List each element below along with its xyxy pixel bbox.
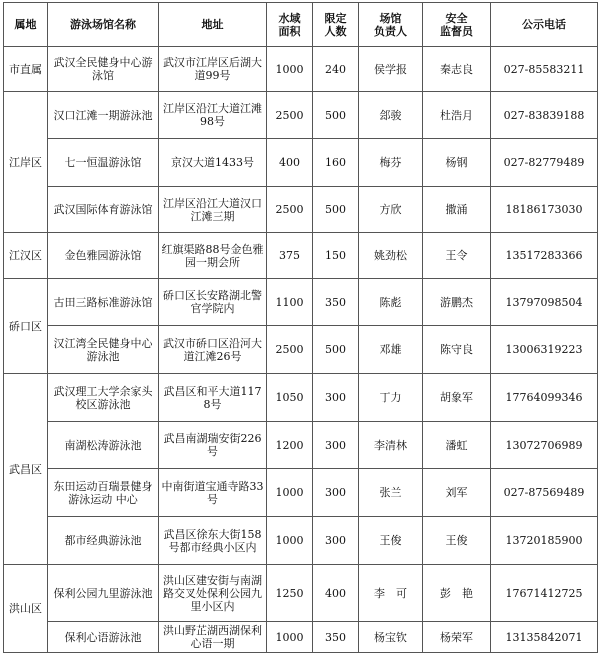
capacity-cell: 500 [313, 187, 359, 233]
district-cell: 武昌区 [4, 374, 48, 565]
table-row [4, 233, 598, 279]
header-water-area-line2: 面积 [278, 24, 301, 38]
water-area-cell: 2500 [267, 326, 313, 374]
venue-name-cell: 保利心语游泳池 [48, 622, 159, 653]
header-capacity-limit-line1: 限定 [324, 11, 347, 25]
table-row [4, 622, 598, 653]
water-area-cell: 400 [267, 139, 313, 187]
phone-cell: 18186173030 [491, 187, 598, 233]
phone-cell: 17764099346 [491, 374, 598, 422]
water-area-cell: 1100 [267, 279, 313, 326]
capacity-cell: 400 [313, 565, 359, 622]
water-area-cell: 1000 [267, 469, 313, 517]
capacity-cell: 300 [313, 374, 359, 422]
swimming-venue-table [3, 2, 598, 653]
water-area-cell: 1250 [267, 565, 313, 622]
header-safety-supervisor [423, 3, 491, 47]
manager-cell: 郐骏 [359, 92, 423, 139]
capacity-cell: 300 [313, 422, 359, 469]
header-address: 地址 [159, 3, 267, 47]
manager-cell: 丁力 [359, 374, 423, 422]
address-cell: 中南街道宝通寺路33号 [159, 469, 267, 517]
phone-cell: 13006319223 [491, 326, 598, 374]
table-row [4, 187, 598, 233]
phone-cell: 13135842071 [491, 622, 598, 653]
water-area-cell: 2500 [267, 187, 313, 233]
supervisor-cell: 彭 艳 [423, 565, 491, 622]
manager-cell: 陈彪 [359, 279, 423, 326]
venue-name-cell: 保利公园九里游泳池 [48, 565, 159, 622]
venue-name-cell: 金色雅园游泳馆 [48, 233, 159, 279]
capacity-cell: 300 [313, 517, 359, 565]
capacity-cell: 160 [313, 139, 359, 187]
venue-name-cell: 武汉全民健身中心游泳馆 [48, 47, 159, 92]
manager-cell: 方欣 [359, 187, 423, 233]
venue-name-cell: 汉江湾全民健身中心游泳池 [48, 326, 159, 374]
venue-name-cell: 都市经典游泳池 [48, 517, 159, 565]
venue-name-cell: 南湖松涛游泳池 [48, 422, 159, 469]
capacity-cell: 150 [313, 233, 359, 279]
table-row [4, 517, 598, 565]
capacity-cell: 350 [313, 622, 359, 653]
address-cell: 武昌南湖瑞安街226号 [159, 422, 267, 469]
supervisor-cell: 撒涌 [423, 187, 491, 233]
address-cell: 江岸区沿江大道江滩98号 [159, 92, 267, 139]
venue-name-cell: 武汉国际体育游泳馆 [48, 187, 159, 233]
water-area-cell: 1200 [267, 422, 313, 469]
phone-cell: 027-83839188 [491, 92, 598, 139]
header-venue-manager-line2: 负责人 [374, 24, 407, 38]
phone-cell: 13072706989 [491, 422, 598, 469]
district-cell: 江岸区 [4, 92, 48, 233]
supervisor-cell: 杨钢 [423, 139, 491, 187]
phone-cell: 027-85583211 [491, 47, 598, 92]
address-cell: 洪山野芷湖西湖保利心语一期 [159, 622, 267, 653]
supervisor-cell: 王俊 [423, 517, 491, 565]
table-row [4, 565, 598, 622]
supervisor-cell: 潘虹 [423, 422, 491, 469]
capacity-cell: 350 [313, 279, 359, 326]
capacity-cell: 300 [313, 469, 359, 517]
header-public-phone: 公示电话 [491, 3, 598, 47]
district-cell: 硚口区 [4, 279, 48, 374]
water-area-cell: 1000 [267, 622, 313, 653]
district-cell: 市直属 [4, 47, 48, 92]
phone-cell: 13797098504 [491, 279, 598, 326]
header-venue-manager-line1: 场馆 [379, 11, 402, 25]
table-row [4, 374, 598, 422]
header-water-area [267, 3, 313, 47]
supervisor-cell: 刘军 [423, 469, 491, 517]
table-row [4, 139, 598, 187]
address-cell: 洪山区建安街与南湖路交叉处保利公园九里小区内 [159, 565, 267, 622]
water-area-cell: 375 [267, 233, 313, 279]
header-row [4, 3, 598, 47]
supervisor-cell: 胡象军 [423, 374, 491, 422]
manager-cell: 王俊 [359, 517, 423, 565]
header-capacity-limit-line2: 人数 [324, 24, 347, 38]
manager-cell: 姚劲松 [359, 233, 423, 279]
venue-name-cell: 东田运动百瑞景健身游泳运动 中心 [48, 469, 159, 517]
table-row [4, 92, 598, 139]
supervisor-cell: 杜浩月 [423, 92, 491, 139]
table-row [4, 422, 598, 469]
water-area-cell: 1000 [267, 517, 313, 565]
table-row [4, 279, 598, 326]
venue-name-cell: 武汉理工大学余家头校区游泳池 [48, 374, 159, 422]
supervisor-cell: 陈守良 [423, 326, 491, 374]
header-capacity-limit [313, 3, 359, 47]
venue-name-cell: 七一恒温游泳馆 [48, 139, 159, 187]
header-venue-name: 游泳场馆名称 [48, 3, 159, 47]
district-cell: 洪山区 [4, 565, 48, 653]
manager-cell: 杨宝钦 [359, 622, 423, 653]
header-safety-supervisor-line2: 监督员 [440, 24, 473, 38]
phone-cell: 027-82779489 [491, 139, 598, 187]
address-cell: 江岸区沿江大道汉口江滩三期 [159, 187, 267, 233]
supervisor-cell: 游鹏杰 [423, 279, 491, 326]
manager-cell: 邓雄 [359, 326, 423, 374]
manager-cell: 李清林 [359, 422, 423, 469]
supervisor-cell: 杨荣军 [423, 622, 491, 653]
manager-cell: 张兰 [359, 469, 423, 517]
manager-cell: 梅芬 [359, 139, 423, 187]
address-cell: 硚口区长安路湖北警官学院内 [159, 279, 267, 326]
header-safety-supervisor-line1: 安全 [445, 11, 468, 25]
address-cell: 武汉市江岸区后湖大道99号 [159, 47, 267, 92]
supervisor-cell: 王令 [423, 233, 491, 279]
header-district: 属地 [4, 3, 48, 47]
manager-cell: 李 可 [359, 565, 423, 622]
capacity-cell: 240 [313, 47, 359, 92]
address-cell: 武昌区徐东大街158号都市经典小区内 [159, 517, 267, 565]
venue-name-cell: 古田三路标准游泳馆 [48, 279, 159, 326]
header-venue-manager [359, 3, 423, 47]
phone-cell: 13517283366 [491, 233, 598, 279]
water-area-cell: 1000 [267, 47, 313, 92]
address-cell: 京汉大道1433号 [159, 139, 267, 187]
table-row [4, 469, 598, 517]
table-row [4, 47, 598, 92]
phone-cell: 027-87569489 [491, 469, 598, 517]
address-cell: 武汉市硚口区沿河大道江滩26号 [159, 326, 267, 374]
phone-cell: 17671412725 [491, 565, 598, 622]
venue-name-cell: 汉口江滩一期游泳池 [48, 92, 159, 139]
table-row [4, 326, 598, 374]
capacity-cell: 500 [313, 326, 359, 374]
supervisor-cell: 秦志良 [423, 47, 491, 92]
water-area-cell: 1050 [267, 374, 313, 422]
address-cell: 武昌区和平大道1178号 [159, 374, 267, 422]
manager-cell: 侯学报 [359, 47, 423, 92]
address-cell: 红旗渠路88号金色雅园一期会所 [159, 233, 267, 279]
phone-cell: 13720185900 [491, 517, 598, 565]
water-area-cell: 2500 [267, 92, 313, 139]
district-cell: 江汉区 [4, 233, 48, 279]
header-water-area-line1: 水域 [278, 11, 301, 25]
capacity-cell: 500 [313, 92, 359, 139]
